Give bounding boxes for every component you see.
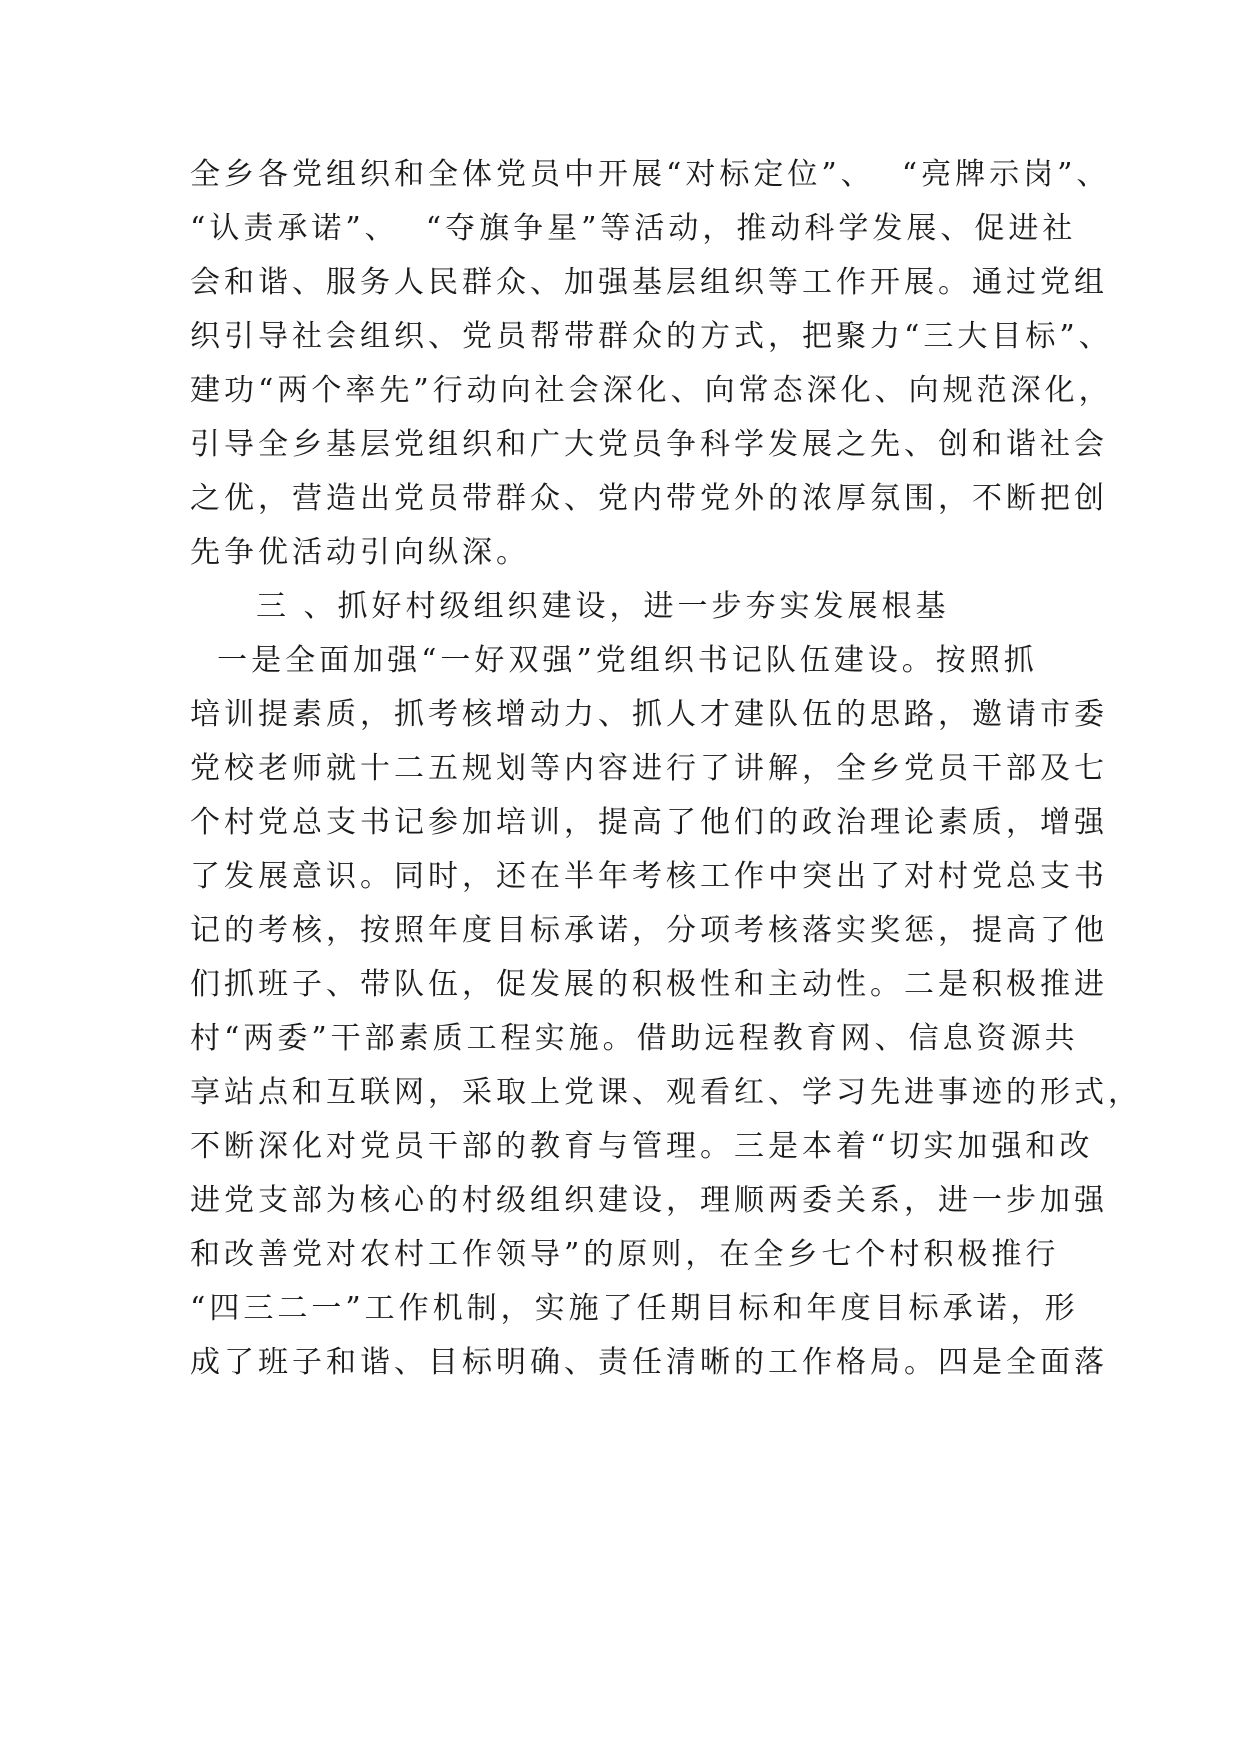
text-line: 和改善党对农村工作领导”的原则，在全乡七个村积极推行 [190,1237,1060,1272]
text-line: “认责承诺”、 “夺旗争星”等活动，推动科学发展、促进社 [190,211,1077,246]
text-line: 会和谐、服务人民群众、加强基层组织等工作开展。通过党组 [190,265,1108,300]
text-line: 村“两委”干部素质工程实施。借助远程教育网、信息资源共 [190,1021,1079,1056]
text-line: 成了班子和谐、目标明确、责任清晰的工作格局。四是全面落 [190,1345,1108,1380]
text-line: 建功“两个率先”行动向社会深化、向常态深化、向规范深化， [190,373,1113,408]
text-line: 进党支部为核心的村级组织建设，理顺两委关系，进一步加强 [190,1183,1108,1218]
text-line: 享站点和互联网，采取上党课、观看红、学习先进事迹的形式， [190,1075,1142,1110]
section-heading: 三 、抓好村级组织建设，进一步夯实发展根基 [256,589,950,624]
text-line: 一是全面加强“一好双强”党组织书记队伍建设。按照抓 [190,643,1038,678]
text-line: 织引导社会组织、党员帮带群众的方式，把聚力“三大目标”、 [190,319,1113,354]
text-line: 个村党总支书记参加培训，提高了他们的政治理论素质，增强 [190,805,1108,840]
text-line: 了发展意识。同时，还在半年考核工作中突出了对村党总支书 [190,859,1108,894]
text-line: 记的考核，按照年度目标承诺，分项考核落实奖惩，提高了他 [190,913,1108,948]
text-line: 培训提素质，抓考核增动力、抓人才建队伍的思路，邀请市委 [190,697,1108,732]
text-line: 全乡各党组织和全体党员中开展“对标定位”、 “亮牌示岗”、 [190,157,1111,192]
document-body [190,148,1142,1390]
text-line: “四三二一”工作机制，实施了任期目标和年度目标承诺，形 [190,1291,1079,1326]
text-line: 之优，营造出党员带群众、党内带党外的浓厚氛围，不断把创 [190,481,1108,516]
text-line: 党校老师就十二五规划等内容进行了讲解，全乡党员干部及七 [190,751,1108,786]
text-line: 不断深化对党员干部的教育与管理。三是本着“切实加强和改 [190,1129,1094,1164]
text-line: 先争优活动引向纵深。 [190,535,530,570]
text-line: 们抓班子、带队伍，促发展的积极性和主动性。二是积极推进 [190,967,1108,1002]
text-line: 引导全乡基层党组织和广大党员争科学发展之先、创和谐社会 [190,427,1108,462]
